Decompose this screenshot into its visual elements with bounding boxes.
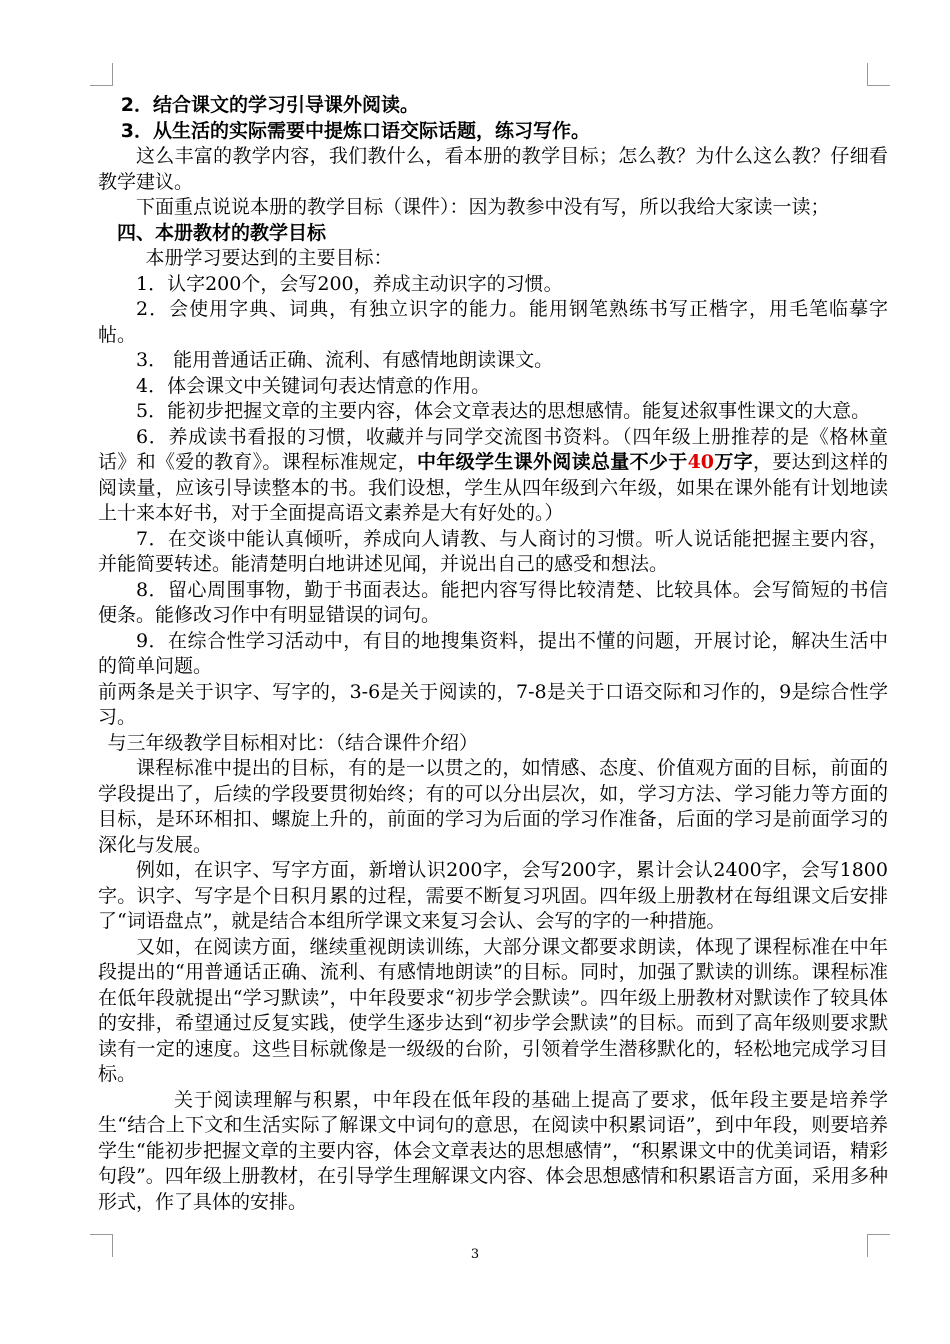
summary: 前两条是关于识字、写字的，3-6是关于阅读的，7-8是关于口语交际和习作的，9是综合性学习。 (98, 680, 888, 728)
paragraph: 下面重点说说本册的教学目标（课件）：因为教参中没有写，所以我给大家读一读； (136, 196, 830, 218)
goals-intro: 本册学习要达到的主要目标： (145, 247, 393, 269)
goal-item: 4．体会课文中关键词句表达情意的作用。 (136, 374, 491, 397)
goal-item: 3． 能用普通话正确、流利、有感情地朗读课文。 (136, 349, 554, 371)
goal6-bold-unit: 万字 (714, 451, 754, 473)
goal6-bold: 中年级学生课外阅读总量不少于 (417, 451, 688, 473)
paragraph: 又如，在阅读方面，继续重视朗读训练，大部分课文都要求朗读，体现了课程标准在中年段提出的“用普通话正确、流利、有感情地朗读”的目标。同时，加强了默读的训练。课程标准在低年段就提出“学习默读”，中年段要求“初步学会默读”。四年级上册教材对默读作了较具体的安排，希望通过反复实践，使学生逐步达到“初步学会默读”的目标。而到了高年级则要求默读有一定的速度。这些目标就像是一级级的台阶，引领着学生潜移默化的，轻松地完成学习目标。 (98, 935, 888, 1085)
paragraph: 课程标准中提出的目标，有的是一以贯之的，如情感、态度、价值观方面的目标，前面的学段提出了，后续的学段要贯彻始终；有的可以分出层次，如，学习方法、学习能力等方面的目标，是环环相扣、螺旋上升的，前面的学习为后面的学习作准备，后面的学习是前面学习的深化与发展。 (98, 757, 888, 856)
goal-item: 8．留心周围事物，勤于书面表达。能把内容写得比较清楚、比较具体。会写简短的书信便条。能修改习作中有明显错误的词句。 (98, 578, 888, 626)
paragraph: 关于阅读理解与积累，中年段在低年段的基础上提高了要求，低年段主要是培养学生“结合上下文和生活实际了解课文中词句的意思，在阅读中积累词语”，到中年段，则要培养学生“能初步把握文章的主要内容，体会文章表达的思想感情”，“积累课文中的优美词语，精彩句段”。四年级上册教材，在引导学生理解课文内容、体会思想感情和积累语言方面，采用多种形式，作了具体的安排。 (98, 1088, 888, 1213)
list-item: 2．结合课文的学习引导课外阅读。 (120, 94, 420, 116)
list-item: 3．从生活的实际需要中提炼口语交际话题，练习写作。 (120, 119, 591, 142)
paragraph: 这么丰富的教学内容，我们教什么，看本册的教学目标；怎么教？为什么这么教？仔细看教学建议。 (98, 145, 888, 193)
goal6-text-rest: ，要达到这样的阅读量，应该引导读整本的书。我们设想，学生从四年级到六年级，如果在课外能有计划地读上十来本好书，对于全面提高语文素养是大有好处的。） (98, 451, 888, 524)
paragraph: 例如，在识字、写字方面，新增认识200字，会写200字，累计会认2400字，会写1800字。识字、写字是个日积月累的过程，需要不断复习巩固。四年级上册教材在每组课文后安排了“词语盘点”，就是结合本组所学课文来复习会认、会写的字的一种措施。 (98, 859, 888, 932)
goal-item: 7．在交谈中能认真倾听，养成向人请教、与人商讨的习惯。听人说话能把握主要内容，并能简要转述。能清楚明白地讲述见闻，并说出自己的感受和想法。 (98, 527, 888, 575)
goal6-number: 40 (687, 451, 715, 473)
page-number: 3 (470, 1247, 480, 1262)
goal-item: 2．会使用字典、词典，有独立识字的能力。能用钢笔熟练书写正楷字，用毛笔临摹字帖。 (98, 298, 888, 346)
compare-heading: 与三年级教学目标相对比：（结合课件介绍） (107, 731, 479, 754)
section-heading: 四、本册教材的教学目标 (117, 221, 327, 244)
goal-item: 1．认字200个，会写200，养成主动识字的习惯。 (136, 272, 563, 295)
goal-item: 9．在综合性学习活动中，有目的地搜集资料，提出不懂的问题，开展讨论，解决生活中的简单问题。 (98, 629, 888, 677)
goal-item: 5．能初步把握文章的主要内容，体会文章表达的思想感情。能复述叙事性课文的大意。 (136, 400, 871, 422)
goal6-text: 6．养成读书看报的习惯，收藏并与同学交流图书资料。（四年级上册推荐的是《格林童话》和《爱的教育》。课程标准规定， (98, 425, 888, 473)
goal-item-6 (98, 425, 888, 527)
